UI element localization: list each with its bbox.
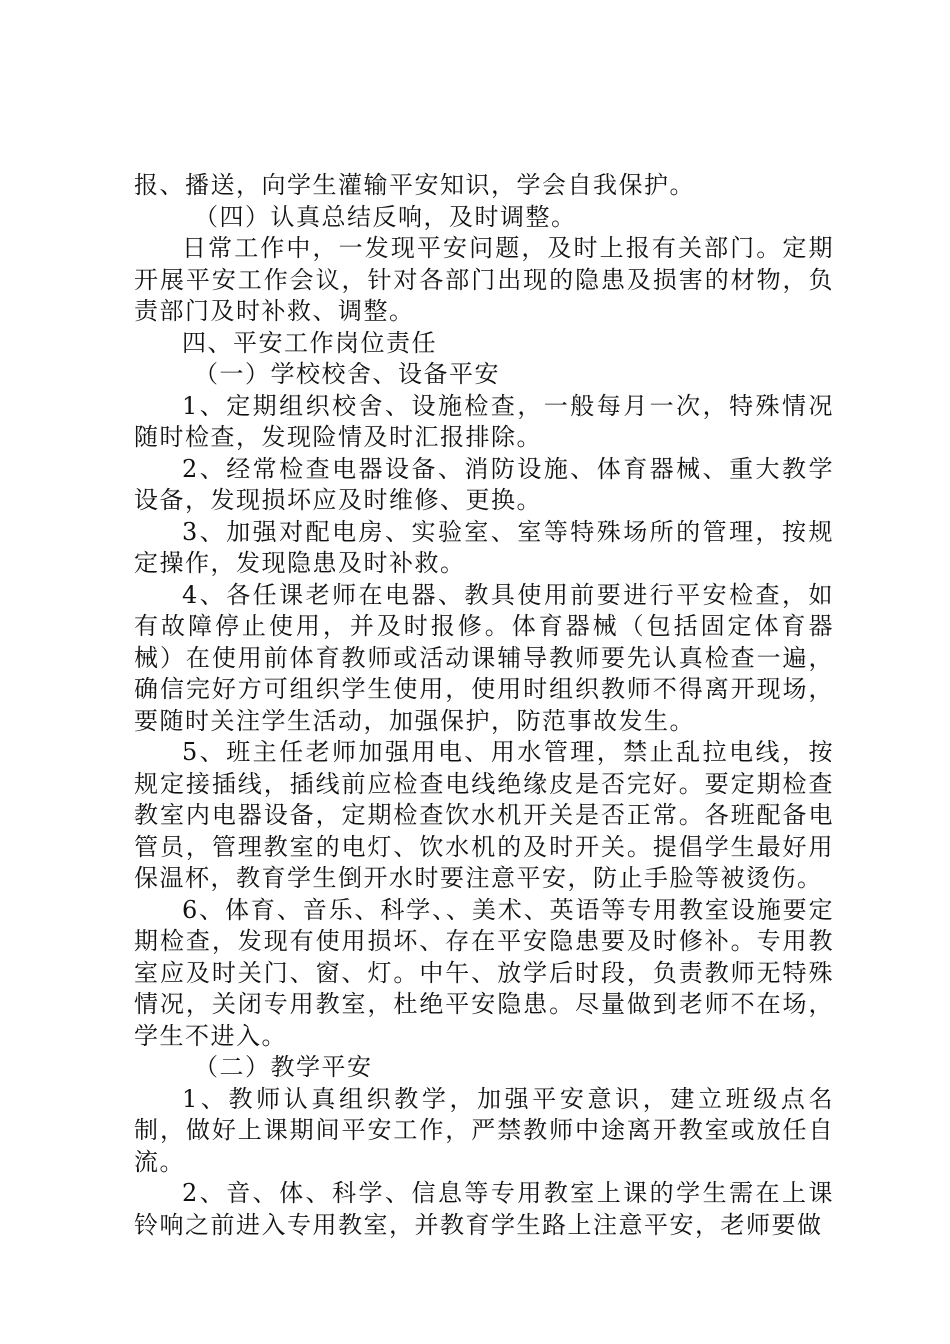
section-heading-4: （四）认真总结反响，及时调整。 bbox=[194, 202, 577, 231]
chapter-heading-4: 四、平安工作岗位责任 bbox=[182, 328, 437, 357]
section-heading-1: （一）学校校舍、设备平安 bbox=[194, 360, 500, 388]
document-body bbox=[134, 170, 834, 1241]
list-item-5: 5、班主任老师加强用电、用水管理，禁止乱拉电线，按规定接插线，插线前应检查电线绝缘皮是否完好。要定期检查教室内电器设备，定期检查饮水机开关是否正常。各班配备电管员，管理教室的电灯、饮水机的及时开关。提倡学生最好用保温杯，教育学生倒开水时要注意平安，防止手脸等被烫伤。 bbox=[134, 738, 834, 892]
section-heading-2: （二）教学平安 bbox=[194, 1053, 373, 1081]
teaching-item-1: 1、教师认真组织教学，加强平安意识，建立班级点名制，做好上课期间平安工作，严禁教师中途离开教室或放任自流。 bbox=[134, 1084, 834, 1176]
list-item-2: 2、经常检查电器设备、消防设施、体育器械、重大教学设备，发现损坏应及时维修、更换。 bbox=[134, 454, 834, 514]
list-item-3: 3、加强对配电房、实验室、室等特殊场所的管理，按规定操作，发现隐患及时补救。 bbox=[134, 517, 834, 577]
paragraph-daily-work: 日常工作中，一发现平安问题，及时上报有关部门。定期开展平安工作会议，针对各部门出现的隐患及损害的材物，负责部门及时补救、调整。 bbox=[134, 234, 834, 325]
list-item-6: 6、体育、音乐、科学、、美术、英语等专用教室设施要定期检查，发现有使用损坏、存在平安隐患要及时修补。专用教室应及时关门、窗、灯。中午、放学后时段，负责教师无特殊情况，关闭专用教室，杜绝平安隐患。尽量做到老师不在场，学生不进入。 bbox=[134, 895, 834, 1050]
paragraph-continuation: 报、播送，向学生灌输平安知识，学会自我保护。 bbox=[134, 171, 695, 199]
list-item-1: 1、定期组织校舍、设施检查，一般每月一次，特殊情况随时检查，发现险情及时汇报排除。 bbox=[134, 391, 834, 451]
list-item-4: 4、各任课老师在电器、教具使用前要进行平安检查，如有故障停止使用，并及时报修。体育器械（包括固定体育器械）在使用前体育教师或活动课辅导教师要先认真检查一遍，确信完好方可组织学生使用，使用时组织教师不得离开现场，要随时关注学生活动，加强保护，防范事故发生。 bbox=[134, 580, 834, 735]
teaching-item-2: 2、音、体、科学、信息等专用教室上课的学生需在上课铃响之前进入专用教室，并教育学生路上注意平安，老师要做 bbox=[134, 1179, 834, 1239]
